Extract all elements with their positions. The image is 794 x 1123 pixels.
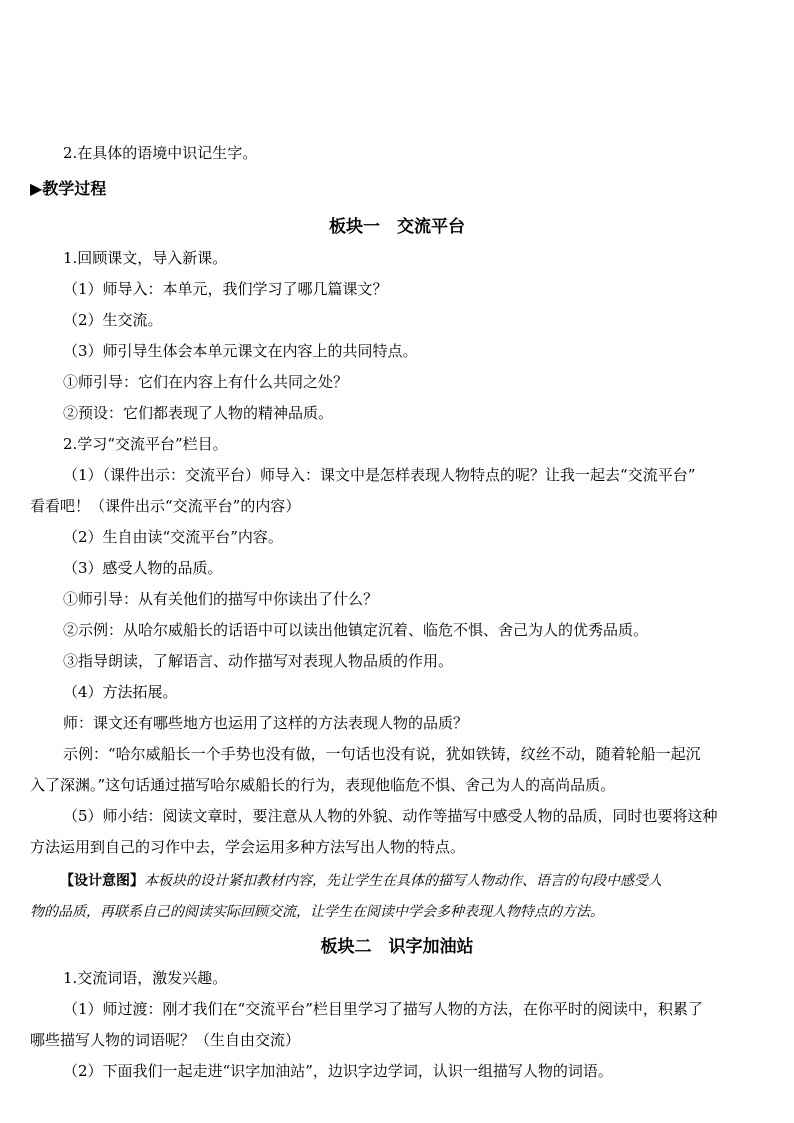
step-2-item-3: （3）感受人物的品质。 (63, 559, 223, 577)
block2-step-1-item-1-line-2: 哪些描写人物的词语呢？（生自由交流） (30, 1031, 301, 1049)
step-2-item-3a: ①师引导：从有关他们的描写中你读出了什么？ (63, 590, 379, 608)
step-2-item-4: （4）方法拓展。 (63, 683, 178, 701)
design-intent-line-1 (30, 866, 794, 897)
design-intent-line-2: 物的品质，再联系自己的阅读实际回顾交流，让学生在阅读中学会多种表现人物特点的方法。 (30, 904, 604, 920)
step-2-item-2: （2）生自由读“交流平台”内容。 (63, 528, 283, 546)
step-2-item-4b-line-1: 示例：“哈尔威船长一个手势也没有做，一句话也没有说，犹如铁铸，纹丝不动，随着轮船一起沉 (63, 745, 701, 763)
section-heading-teaching-process: ▶教学过程 (30, 179, 107, 198)
step-2-item-3b: ②示例：从哈尔威船长的话语中可以读出他镇定沉着、临危不惧、舍己为人的优秀品质。 (63, 621, 649, 639)
design-intent-text-1: 本板块的设计紧扣教材内容，先让学生在具体的描写人物动作、语言的句段中感受人 (144, 873, 662, 889)
block2-step-1-item-2: （2）下面我们一起走进“识字加油站”，边识字边学词，认识一组描写人物的词语。 (63, 1062, 613, 1080)
step-2-item-3c: ③指导朗读，了解语言、动作描写对表现人物品质的作用。 (63, 652, 454, 670)
step-1-item-2: （2）生交流。 (63, 311, 163, 329)
step-2-item-5-line-2: 方法运用到自己的习作中去，学会运用多种方法写出人物的特点。 (30, 838, 466, 856)
step-2-item-1-line-1: （1）（课件出示：交流平台）师导入：课文中是怎样表现人物特点的呢？让我一起去“交流平台” (63, 466, 696, 484)
step-2-item-4a: 师：课文还有哪些地方也运用了这样的方法表现人物的品质？ (63, 714, 469, 732)
block-one-title: 板块一 交流平台 (329, 217, 465, 237)
design-intent-tag: 【设计意图】 (60, 873, 144, 889)
step-1-item-3a: ①师引导：它们在内容上有什么共同之处？ (63, 373, 349, 391)
step-2-item-5-line-1: （5）师小结：阅读文章时，要注意从人物的外貌、动作等描写中感受人物的品质，同时也要将这种 (63, 807, 718, 825)
block2-step-1-item-1-line-1: （1）师过渡：刚才我们在“交流平台”栏目里学习了描写人物的方法，在你平时的阅读中，积累了 (63, 1000, 703, 1018)
step-2-heading: 2.学习“交流平台”栏目。 (63, 435, 228, 453)
objective-line: 2.在具体的语境中识记生字。 (63, 144, 258, 162)
step-1-item-3: （3）师引导生体会本单元课文在内容上的共同特点。 (63, 342, 418, 360)
step-1-item-1: （1）师导入：本单元，我们学习了哪几篇课文？ (63, 280, 388, 298)
step-1-heading: 1.回顾课文，导入新课。 (63, 249, 228, 267)
block-two-title: 板块二 识字加油站 (320, 937, 474, 957)
step-2-item-4b-line-2: 入了深渊。”这句话通过描写哈尔威船长的行为，表现他临危不惧、舍己为人的高尚品质。 (30, 776, 616, 794)
step-2-item-1-line-2: 看看吧！（课件出示“交流平台”的内容） (30, 497, 301, 515)
step-1-item-3b: ②预设：它们都表现了人物的精神品质。 (63, 404, 334, 422)
block2-step-1-heading: 1.交流词语，激发兴趣。 (63, 969, 228, 987)
